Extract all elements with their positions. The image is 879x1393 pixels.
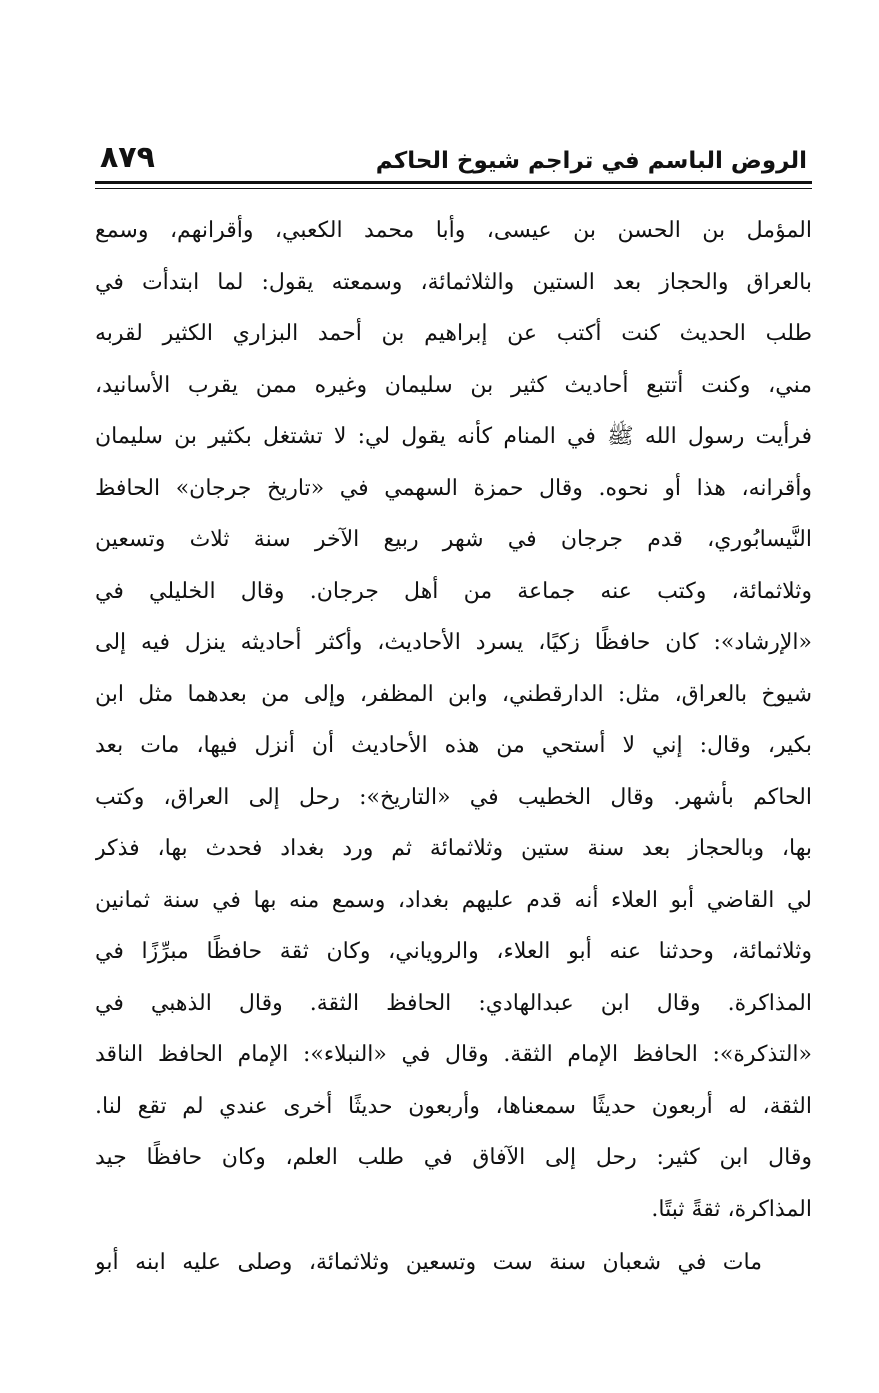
text-line: وأقرانه، هذا أو نحوه. وقال حمزة السهمي في «تاريخ جرجان» الحافظ (95, 475, 812, 501)
text-line: طلب الحديث كنت أكتب عن إبراهيم بن أحمد البزاري الكثير لقربه (95, 321, 812, 346)
text-line: وثلاثمائة، وحدثنا عنه أبو العلاء، والروياني، وكان ثقة حافظًا مبرِّزًا في (95, 939, 812, 964)
paragraph-1 (95, 205, 812, 1235)
text-line: «الإرشاد»: كان حافظًا زكيًا، يسرد الأحاديث، وأكثر أحاديثه ينزل فيه إلى (95, 630, 812, 655)
text-line: المذاكرة، ثقةً ثبتًا. (651, 1196, 812, 1222)
running-title: الروض الباسم في تراجم شيوخ الحاكم (375, 148, 807, 174)
text-line: المؤمل بن الحسن بن عيسى، وأبا محمد الكعبي، وأقرانهم، وسمع (95, 218, 812, 243)
text-line: بها، وبالحجاز بعد سنة ستين وثلاثمائة ثم ورد بغداد فحدث بها، فذكر (95, 836, 812, 861)
text-line: وقال ابن كثير: رحل إلى الآفاق في طلب العلم، وكان حافظًا جيد (95, 1145, 812, 1170)
text-line: بالعراق والحجاز بعد الستين والثلاثمائة، وسمعته يقول: لما ابتدأت في (95, 269, 812, 295)
body-text (95, 205, 812, 1289)
text-line: فرأيت رسول الله ﷺ في المنام كأنه يقول لي: لا تشتغل بكثير بن سليمان (95, 424, 812, 449)
text-line: «التذكرة»: الحافظ الإمام الثقة. وقال في «النبلاء»: الإمام الحافظ الناقد (95, 1042, 812, 1067)
text-line: مات في شعبان سنة ست وتسعين وثلاثمائة، وصلى عليه ابنه أبو (95, 1250, 762, 1275)
text-line: الثقة، له أربعون حديثًا سمعناها، وأربعون حديثًا أخرى عندي لم تقع لنا. (95, 1093, 812, 1119)
paragraph-2 (95, 1237, 812, 1289)
text-line: الحاكم بأشهر. وقال الخطيب في «التاريخ»: رحل إلى العراق، وكتب (95, 784, 812, 810)
header-rule-thin (95, 188, 812, 189)
text-line: المذاكرة. وقال ابن عبدالهادي: الحافظ الثقة. وقال الذهبي في (95, 990, 812, 1016)
text-line: شيوخ بالعراق، مثل: الدارقطني، وابن المظفر، وإلى من بعدهما مثل ابن (95, 681, 812, 707)
text-line: مني، وكنت أتتبع أحاديث كثير بن سليمان وغيره ممن يقرب الأسانيد، (95, 372, 812, 398)
text-line: بكير، وقال: إني لا أستحي من هذه الأحاديث أن أنزل فيها، مات بعد (95, 733, 812, 758)
header-rule-thick (95, 181, 812, 184)
text-line: النَّيسابُوري، قدم جرجان في شهر ربيع الآخر سنة ثلاث وتسعين (95, 527, 812, 552)
text-line: لي القاضي أبو العلاء أنه قدم عليهم بغداد، وسمع منه بها في سنة ثمانين (95, 887, 812, 913)
page-number: ٨٧٩ (100, 140, 155, 175)
text-line: وثلاثمائة، وكتب عنه جماعة من أهل جرجان. وقال الخليلي في (95, 578, 812, 604)
